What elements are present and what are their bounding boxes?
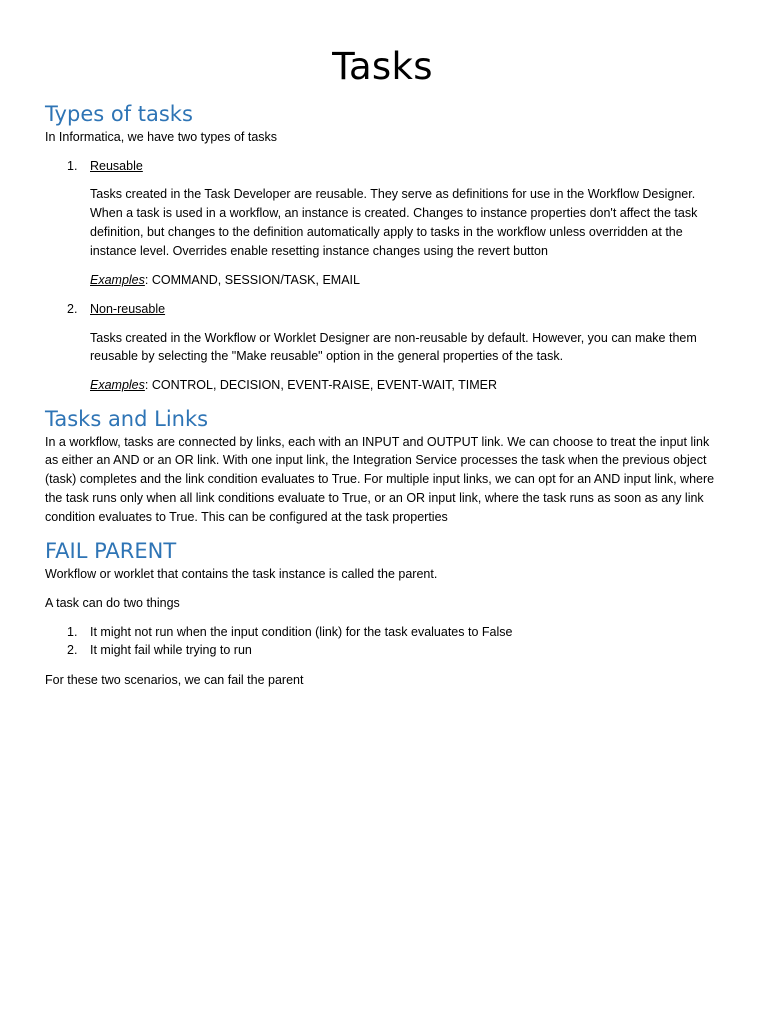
list-item-non-reusable bbox=[45, 300, 720, 319]
list-item-text: It might not run when the input condition (link) for the task evaluates to False bbox=[90, 624, 513, 639]
section-fail-parent bbox=[45, 537, 720, 690]
document-page bbox=[45, 42, 720, 690]
examples-label: Examples bbox=[90, 378, 145, 393]
heading-fail-parent: FAIL PARENT bbox=[45, 539, 177, 564]
non-reusable-examples bbox=[45, 376, 720, 395]
list-item-text: It might fail while trying to run bbox=[90, 643, 252, 658]
item-title-reusable: Reusable bbox=[90, 158, 143, 173]
list-number: 1. bbox=[67, 158, 78, 173]
examples-label: Examples bbox=[90, 273, 145, 288]
document-title: Tasks bbox=[332, 45, 433, 88]
fail-parent-list bbox=[45, 623, 720, 660]
examples-text: : CONTROL, DECISION, EVENT-RAISE, EVENT-WAIT, TIMER bbox=[144, 378, 498, 393]
reusable-description: Tasks created in the Task Developer are reusable. They serve as definitions for use in the Workflow Designer. When a task is used in a workflow, an instance is created. Changes to instance properties don't affect the task definition, but changes to the definition automatically apply to tasks in the workflow unless overridden at the instance level. Overrides enable resetting instance changes using the revert button bbox=[90, 187, 698, 258]
list-number: 2. bbox=[67, 301, 78, 316]
item-title-non-reusable: Non-reusable bbox=[90, 301, 166, 316]
heading-tasks-and-links: Tasks and Links bbox=[45, 406, 209, 431]
non-reusable-description: Tasks created in the Workflow or Worklet Designer are non-reusable by default. However, you can make them reusable by selecting the "Make reusable" option in the general properties of the task. bbox=[90, 330, 697, 364]
fail-parent-para1: Workflow or worklet that contains the task instance is called the parent. bbox=[45, 567, 438, 582]
list-item bbox=[45, 641, 720, 660]
tasks-links-body: In a workflow, tasks are connected by links, each with an INPUT and OUTPUT link. We can choose to treat the input link as either an AND or an OR link. With one input link, the Integration Service processes the task when the previous object (task) completes and the link condition evaluates to True. For multiple input links, we can opt for an AND input link, where the task runs only when all link conditions evaluate to True, or an OR input link, where the task runs as soon as any link condition evaluates to True. This can be configured at the task properties bbox=[45, 434, 715, 524]
section-types-of-tasks bbox=[45, 100, 720, 395]
list-number: 2. bbox=[67, 643, 78, 658]
fail-parent-para2: A task can do two things bbox=[45, 595, 180, 610]
reusable-examples bbox=[45, 271, 720, 290]
list-number: 1. bbox=[67, 624, 78, 639]
fail-parent-closing: For these two scenarios, we can fail the parent bbox=[45, 673, 304, 688]
list-item bbox=[45, 623, 720, 642]
section-tasks-and-links bbox=[45, 405, 720, 527]
examples-text: : COMMAND, SESSION/TASK, EMAIL bbox=[144, 273, 360, 288]
heading-types-of-tasks: Types of tasks bbox=[45, 102, 193, 126]
list-item-reusable bbox=[45, 157, 720, 176]
types-intro: In Informatica, we have two types of tasks bbox=[45, 130, 278, 144]
